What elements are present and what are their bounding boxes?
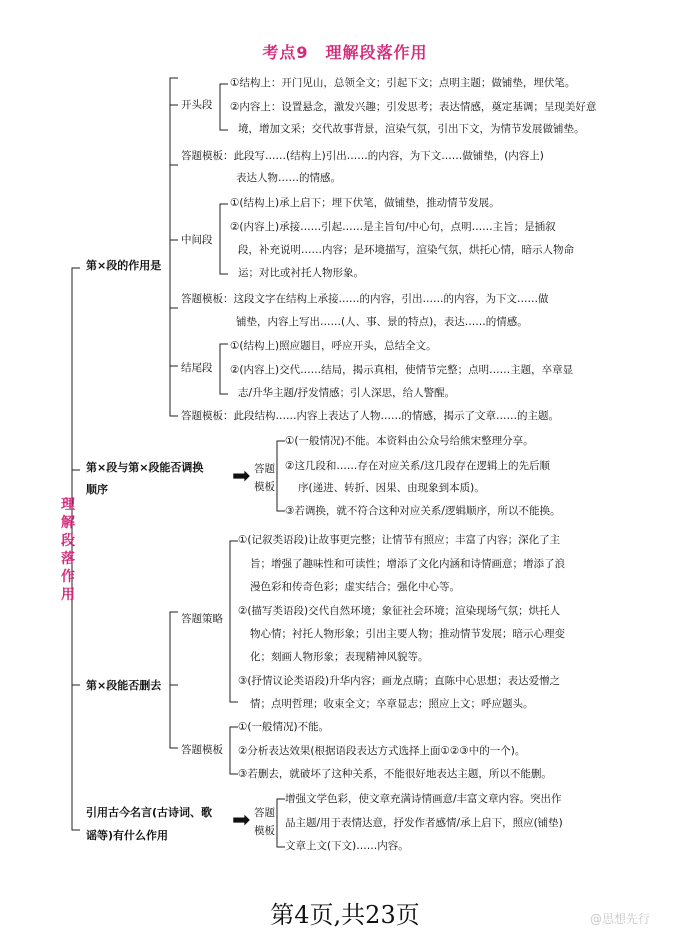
opening-item: 境，增加文采；交代故事背景，渲染气氛，引出下文，为情节发展做铺垫。 xyxy=(238,123,585,135)
swap-item: 序(递进、转折、因果、由现象到本质)。 xyxy=(298,482,485,494)
strategy-item: ①(记叙类语段)让故事更完整；让情节有照应；丰富了内容；深化了主 xyxy=(238,534,561,546)
delete-template-label: 答题模板 xyxy=(181,744,223,756)
opening-item: ②内容上：设置悬念，激发兴趣；引发思考；表达情感，奠定基调；呈现美好意 xyxy=(230,101,597,113)
arrow-right-icon: ➡ xyxy=(232,464,251,489)
strategy-item: 化；刻画人物形象；表现精神风貌等。 xyxy=(250,651,429,663)
root-topic-label: 理解段落作用 xyxy=(61,497,75,603)
opening-template: 答题模板：此段写……(结构上)引出……的内容，为下文……做铺垫，(内容上) xyxy=(181,150,544,162)
strategy-item: ③(抒情议论类语段)升华内容；画龙点睛；直陈中心思想；表达爱憎之 xyxy=(238,675,561,687)
quotation-item: 品主题/用于表情达意，抒发作者感情/承上启下，照应(铺垫) xyxy=(285,817,563,829)
ending-item: 志/升华主题/抒发情感；引人深思，给人警醒。 xyxy=(238,387,456,399)
strategy-item: ②(描写类语段)交代自然环境；象征社会环境；渲染现场气氛；烘托人 xyxy=(238,605,561,617)
section-quotation-label-cont: 谣等)有什么作用 xyxy=(86,829,169,842)
middle-template: 铺垫，内容上写出……(人、事、景的特点)，表达……的情感。 xyxy=(236,316,528,328)
strategy-label: 答题策略 xyxy=(181,613,223,625)
swap-item: ③若调换，就不符合这种对应关系/逻辑顺序，所以不能换。 xyxy=(285,505,561,517)
middle-paragraph-label: 中间段 xyxy=(181,234,213,246)
quotation-template-label: 答题模板 xyxy=(254,807,275,837)
page-title: 考点9 理解段落作用 xyxy=(262,43,428,62)
middle-template: 答题模板：这段文字在结构上承接……的内容，引出……的内容，为下文……做 xyxy=(181,293,549,305)
swap-item: ①(一般情况)不能。本资料由公众号给熊宋整理分享。 xyxy=(285,435,534,447)
watermark: @思想先行 xyxy=(590,912,651,926)
quotation-item: 文章上文(下文)……内容。 xyxy=(285,840,409,852)
section-quotation-label: 引用古今名言(古诗词、歌 xyxy=(86,806,213,819)
section-paragraph-function-label: 第×段的作用是 xyxy=(86,259,162,272)
opening-template: 表达人物……的情感。 xyxy=(236,172,341,184)
section-swap-order-label-cont: 顺序 xyxy=(86,483,108,496)
strategy-item: 情；点明哲理；收束全文；卒章显志；照应上文；呼应题头。 xyxy=(250,698,534,710)
section-swap-order-label: 第×段与第×段能否调换 xyxy=(86,461,204,474)
ending-item: ②(内容上)交代……结局，揭示真相，使情节完整；点明……主题，卒章显 xyxy=(230,364,574,376)
swap-item: ②这几段和……存在对应关系/这几段存在逻辑上的先后顺 xyxy=(285,460,550,472)
opening-paragraph-label: 开头段 xyxy=(181,99,213,111)
delete-template-item: ①(一般情况)不能。 xyxy=(238,721,330,733)
ending-paragraph-label: 结尾段 xyxy=(181,362,213,374)
strategy-item: 漫色彩和传奇色彩；虚实结合；强化中心等。 xyxy=(250,581,460,593)
middle-item: 段，补充说明……内容；是环境描写，渲染气氛，烘托心情，暗示人物命 xyxy=(238,244,574,256)
ending-template: 答题模板：此段结构……内容上表达了人物……的情感，揭示了文章……的主题。 xyxy=(181,410,559,422)
quotation-item: 增强文学色彩，使文章充满诗情画意/丰富文章内容。突出作 xyxy=(285,793,562,805)
middle-item: ②(内容上)承接……引起……是主旨句/中心句，点明……主旨；是插叙 xyxy=(230,221,556,233)
ending-item: ①(结构上)照应题目，呼应开头，总结全文。 xyxy=(230,340,437,352)
page-number: 第4页,共23页 xyxy=(270,901,420,929)
delete-template-item: ②分析表达效果(根据语段表达方式选择上面①②③中的一个)。 xyxy=(238,745,526,757)
section-delete-label: 第×段能否删去 xyxy=(86,679,162,692)
arrow-right-icon: ➡ xyxy=(232,808,251,833)
delete-template-item: ③若删去，就破坏了这种关系，不能很好地表达主题，所以不能删。 xyxy=(238,768,552,780)
strategy-item: 旨；增强了趣味性和可读性；增添了文化内涵和诗情画意；增添了浪 xyxy=(250,558,565,570)
strategy-item: 物心情；衬托人物形象；引出主要人物；推动情节发展；暗示心理变 xyxy=(250,628,565,640)
opening-item: ①结构上：开门见山，总领全文；引起下文；点明主题；做铺垫，埋伏笔。 xyxy=(230,77,576,89)
swap-template-label: 答题模板 xyxy=(254,463,275,493)
middle-item: ①(结构上)承上启下；埋下伏笔，做铺垫，推动情节发展。 xyxy=(230,197,500,209)
middle-item: 运；对比或衬托人物形象。 xyxy=(238,267,364,279)
